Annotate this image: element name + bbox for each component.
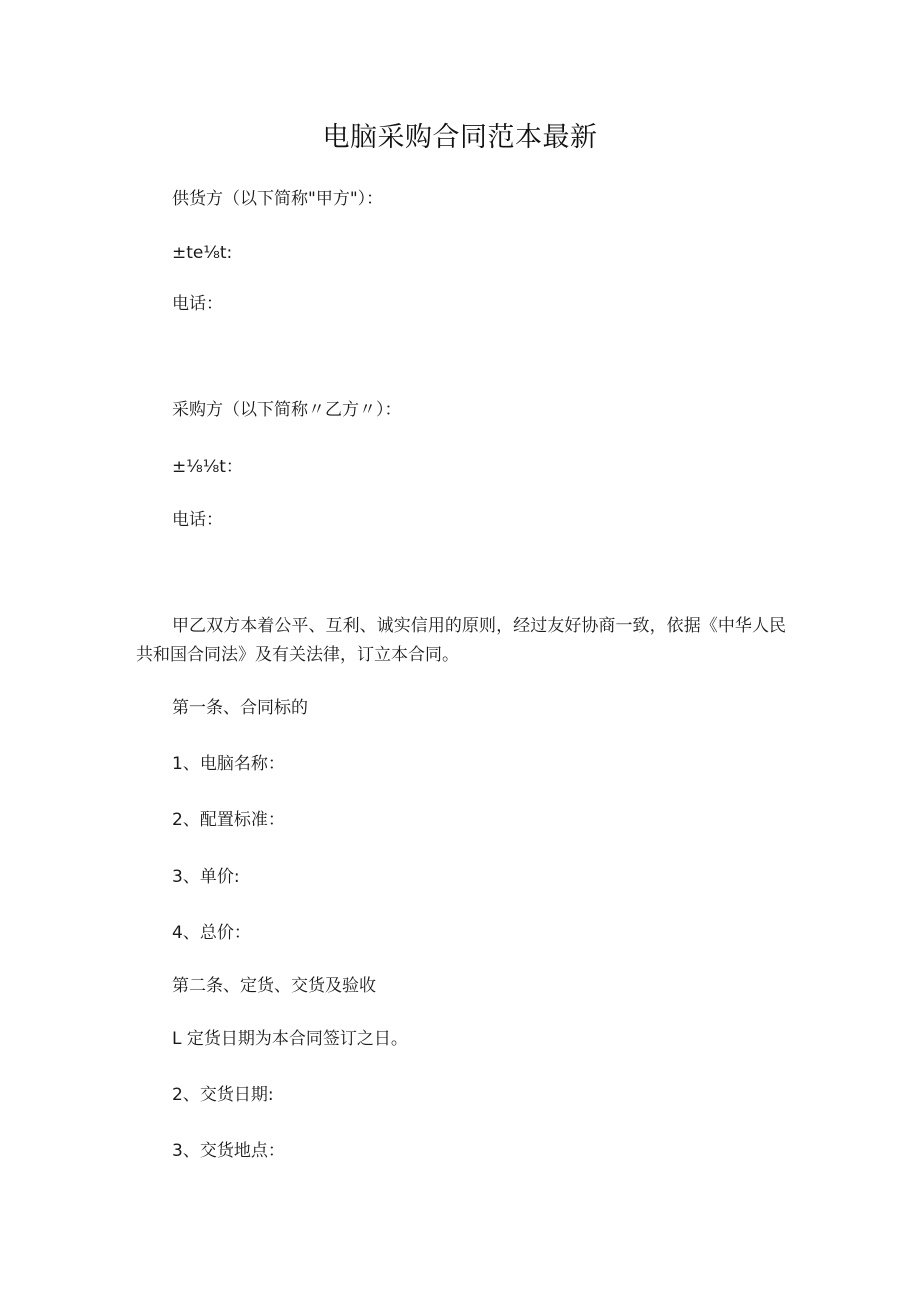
article1-item-total-price: 4、总价： — [172, 923, 251, 943]
buyer-address-line: ±⅛⅛t： — [172, 457, 243, 477]
article2-heading: 第二条、定货、交货及验收 — [172, 976, 376, 996]
article2-item-delivery-place: 3、交货地点： — [172, 1141, 285, 1161]
article1-item-unit-price: 3、单价: — [172, 867, 240, 887]
preamble-paragraph: 甲乙双方本着公平、互利、诚实信用的原则，经过友好协商一致，依据《中华人民共和国合同法》及有关法律，订立本合同。 — [136, 616, 786, 665]
supplier-address-line: ±te⅛t: — [172, 243, 233, 263]
buyer-party-line: 采购方（以下简称〃乙方〃）： — [172, 400, 402, 420]
article1-heading: 第一条、合同标的 — [172, 698, 308, 718]
article2-item-order-date: L 定货日期为本合同签订之日。 — [172, 1029, 408, 1049]
article2-item-delivery-date: 2、交货日期: — [172, 1085, 274, 1105]
article1-item-config: 2、配置标准： — [172, 810, 285, 830]
document-title: 电脑采购合同范本最新 — [322, 122, 598, 153]
supplier-phone-line: 电话： — [172, 294, 223, 314]
supplier-party-line: 供货方（以下简称"甲方"）： — [172, 189, 384, 209]
buyer-phone-line: 电话： — [172, 510, 223, 530]
article1-item-name: 1、电脑名称： — [172, 754, 285, 774]
